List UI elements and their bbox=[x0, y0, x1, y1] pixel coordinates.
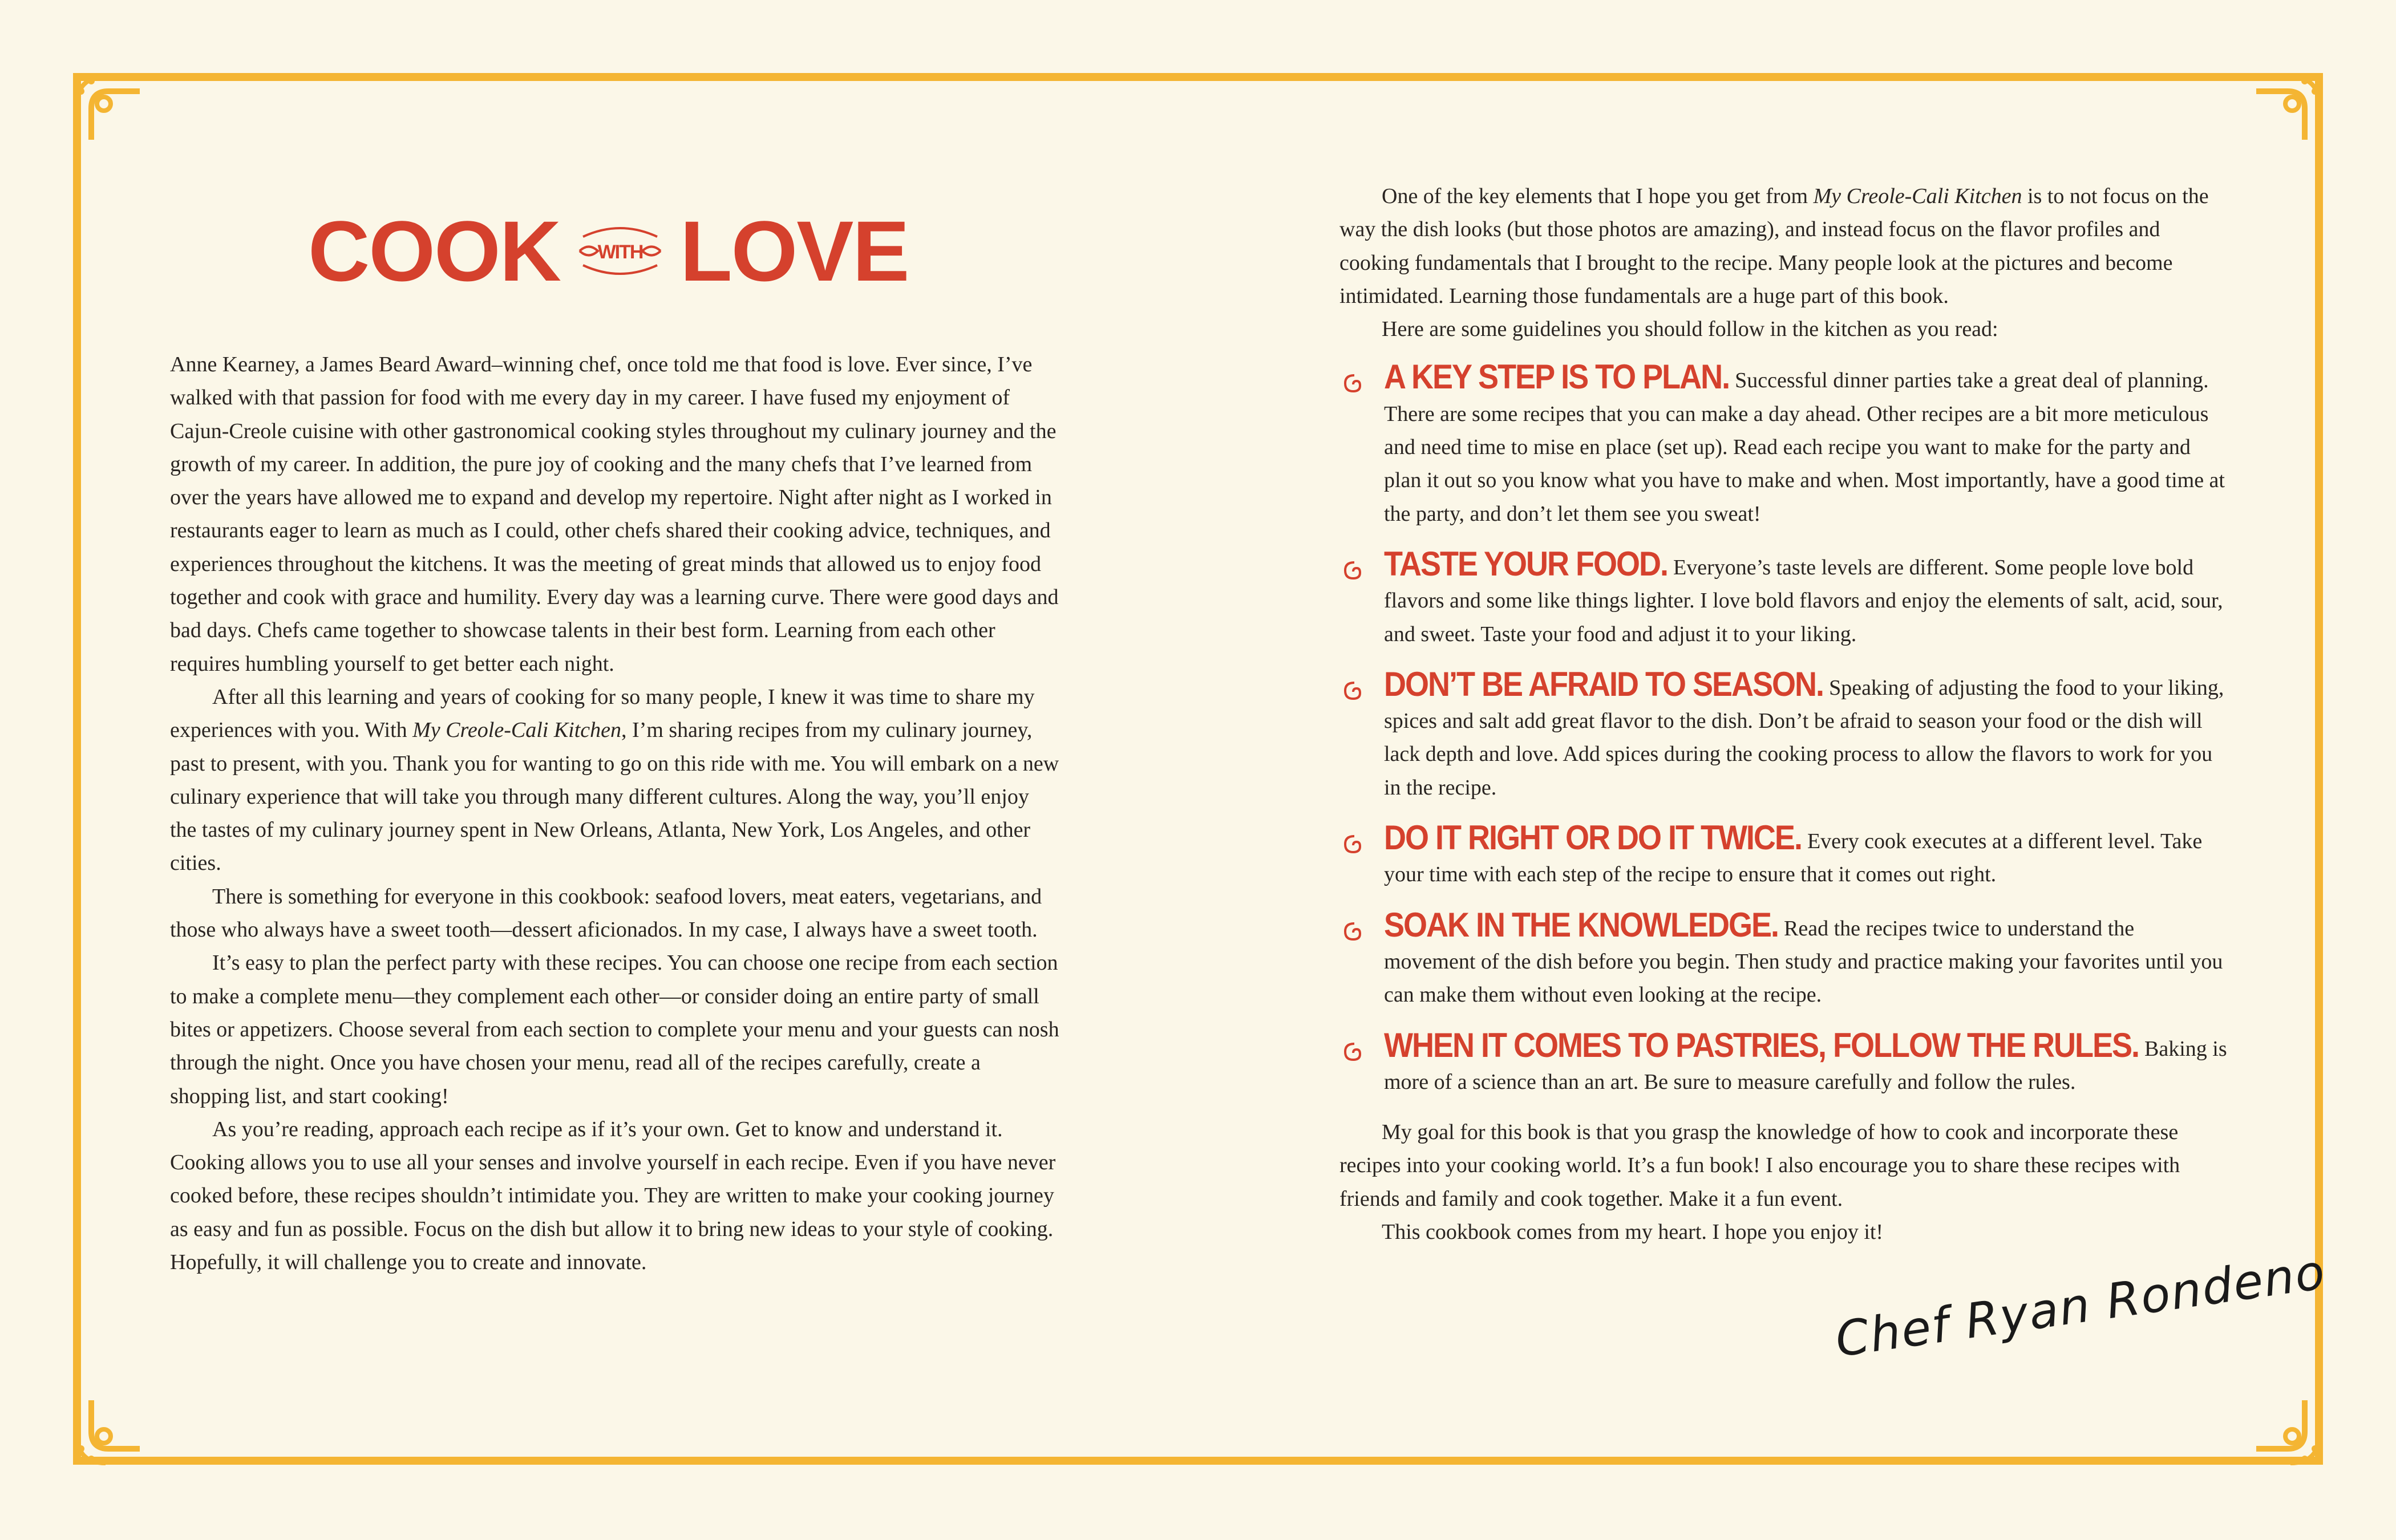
paragraph bbox=[1339, 180, 2229, 313]
title-word-cook: COOK bbox=[308, 202, 560, 299]
guideline-item bbox=[1339, 545, 2229, 651]
guideline-text: Every cook executes at a different level. Take your time with each step of the recipe to ensure that it comes out right. bbox=[1384, 829, 2203, 887]
book-title: My Creole-Cali Kitchen bbox=[1813, 184, 2022, 208]
guideline-text: Baking is more of a science than an art. Be sure to measure carefully and follow the rules. bbox=[1384, 1036, 2227, 1094]
guideline-heading: A KEY STEP IS TO PLAN. bbox=[1384, 358, 1730, 397]
swirl-icon bbox=[1341, 372, 1366, 397]
paragraph: As you’re reading, approach each recipe as if it’s your own. Get to know and understand it. Cooking allows you to use all your senses and involve yourself in each recipe. Even if you have never cooked before, these recipes shouldn’t intimidate you. They are written to make your cooking journey as easy and fun as possible. Focus on the dish but allow it to bring new ideas to your style of cooking. Hopefully, it will challenge you to create and innovate. bbox=[170, 1117, 1056, 1275]
swirl-icon bbox=[1341, 1040, 1366, 1065]
right-column bbox=[1339, 180, 2229, 1249]
paragraph: There is something for everyone in this cookbook: seafood lovers, meat eaters, vegetarians, and those who always have a sweet tooth—dessert aficionados. In my case, I always have a sweet tooth. bbox=[170, 884, 1042, 942]
swirl-icon bbox=[1341, 833, 1366, 858]
text-run: After all this learning and years of cooking for so many people, I knew it was time to share my experiences with you. With bbox=[170, 684, 1035, 743]
swirl-icon bbox=[1341, 559, 1366, 584]
text-run: is to not focus on the way the dish looks (but those photos are amazing), and instead focus on the flavor profiles and cooking fundamentals that I brought to the recipe. Many people look at the pictures and become intimidated. Learning those fundamentals are a huge part of this book. bbox=[1339, 184, 2209, 308]
guideline-item bbox=[1339, 906, 2229, 1012]
guideline-heading: SOAK IN THE KNOWLEDGE. bbox=[1384, 906, 1779, 945]
guideline-heading: TASTE YOUR FOOD. bbox=[1384, 545, 1668, 583]
text-run: One of the key elements that I hope you get from bbox=[1382, 184, 1814, 208]
guideline-heading: DON’T BE AFRAID TO SEASON. bbox=[1384, 665, 1824, 704]
guideline-item bbox=[1339, 665, 2229, 804]
corner-ornament-bottom-right bbox=[2253, 1397, 2328, 1472]
guideline-item bbox=[1339, 818, 2229, 891]
corner-ornament-top-left bbox=[68, 68, 143, 143]
guideline-item bbox=[1339, 1026, 2229, 1099]
swirl-icon bbox=[1341, 679, 1366, 704]
badge-text: WITH bbox=[597, 241, 643, 263]
paragraph: My goal for this book is that you grasp the knowledge of how to cook and incorporate these recipes into your cooking world. It’s a fun book! I also encourage you to share these recipes with friends and family and cook together. Make it a fun event. bbox=[1339, 1120, 2180, 1211]
guideline-heading: WHEN IT COMES TO PASTRIES, FOLLOW THE RULES. bbox=[1384, 1026, 2139, 1065]
corner-ornament-bottom-left bbox=[68, 1397, 143, 1472]
with-banner-icon bbox=[577, 220, 663, 282]
guidelines-list bbox=[1339, 360, 2229, 1099]
paragraph bbox=[170, 680, 1060, 880]
page-title bbox=[308, 202, 936, 299]
paragraph: Here are some guidelines you should follow in the kitchen as you read: bbox=[1382, 317, 1998, 342]
guideline-text: Everyone’s taste levels are different. Some people love bold flavors and some like things lighter. I love bold flavors and enjoy the elements of salt, acid, sour, and sweet. Taste your food and adjust it to your liking. bbox=[1384, 555, 2223, 646]
guideline-item bbox=[1339, 360, 2229, 530]
title-word-love: LOVE bbox=[680, 202, 909, 299]
book-title: My Creole-Cali Kitchen bbox=[412, 718, 622, 743]
paragraph: It’s easy to plan the perfect party with these recipes. You can choose one recipe from each section to make a complete menu—they complement each other—or consider doing an entire party of small bites or appetizers. Choose several from each section to complete your menu and your guests can nosh through the night. Once you have chosen your menu, read all of the recipes carefully, create a shopping list, and start cooking! bbox=[170, 951, 1059, 1108]
paragraph: This cookbook comes from my heart. I hope you enjoy it! bbox=[1382, 1220, 1884, 1245]
guideline-heading: DO IT RIGHT OR DO IT TWICE. bbox=[1384, 818, 1802, 857]
left-column bbox=[170, 348, 1060, 1279]
author-signature: Chef Ryan Rondeno bbox=[1832, 1243, 2329, 1368]
swirl-icon bbox=[1341, 920, 1366, 945]
text-run: , I’m sharing recipes from my culinary journey, past to present, with you. Thank you for wanting to go on this ride with me. You will embark on a new culinary experience that will take you through many different cultures. Along the way, you’ll enjoy the tastes of my culinary journey spent in New Orleans, Atlanta, New York, Los Angeles, and other cities. bbox=[170, 718, 1059, 876]
paragraph: Anne Kearney, a James Beard Award–winning chef, once told me that food is love. Ever since, I’ve walked with that passion for food with me every day in my career. I have fused my enjoyment of Cajun-Creole cuisine with other gastronomical cooking styles throughout my culinary journey and the growth of my career. In addition, the pure joy of cooking and the many chefs that I’ve learned from over the years have allowed me to expand and develop my repertoire. Night after night as I worked in restaurants eager to learn as much as I could, other chefs shared their cooking advice, techniques, and experiences throughout the kitchens. It was the meeting of great minds that allowed us to enjoy food together and cook with grace and humility. Every day was a learning curve. There were good days and bad days. Chefs came together to showcase talents in their best form. Learning from each other requires humbling yourself to get better each night. bbox=[170, 352, 1059, 676]
guideline-text: Speaking of adjusting the food to your liking, spices and salt add great flavor to the dish. Don’t be afraid to season your food or the dish will lack depth and love. Add spices during the cooking process to allow the flavors to work for you in the recipe. bbox=[1384, 675, 2224, 800]
guideline-text: Successful dinner parties take a great deal of planning. There are some recipes that you can make a day ahead. Other recipes are a bit more meticulous and need time to mise en place (set up). Read each recipe you want to make for the party and plan it out so you know what you have to make and when. Most importantly, have a good time at the party, and don’t let them see you sweat! bbox=[1384, 368, 2225, 526]
corner-ornament-top-right bbox=[2253, 68, 2328, 143]
guideline-text: Read the recipes twice to understand the movement of the dish before you begin. Then study and practice making your favorites until you can make them without even looking at the recipe. bbox=[1384, 916, 2223, 1007]
